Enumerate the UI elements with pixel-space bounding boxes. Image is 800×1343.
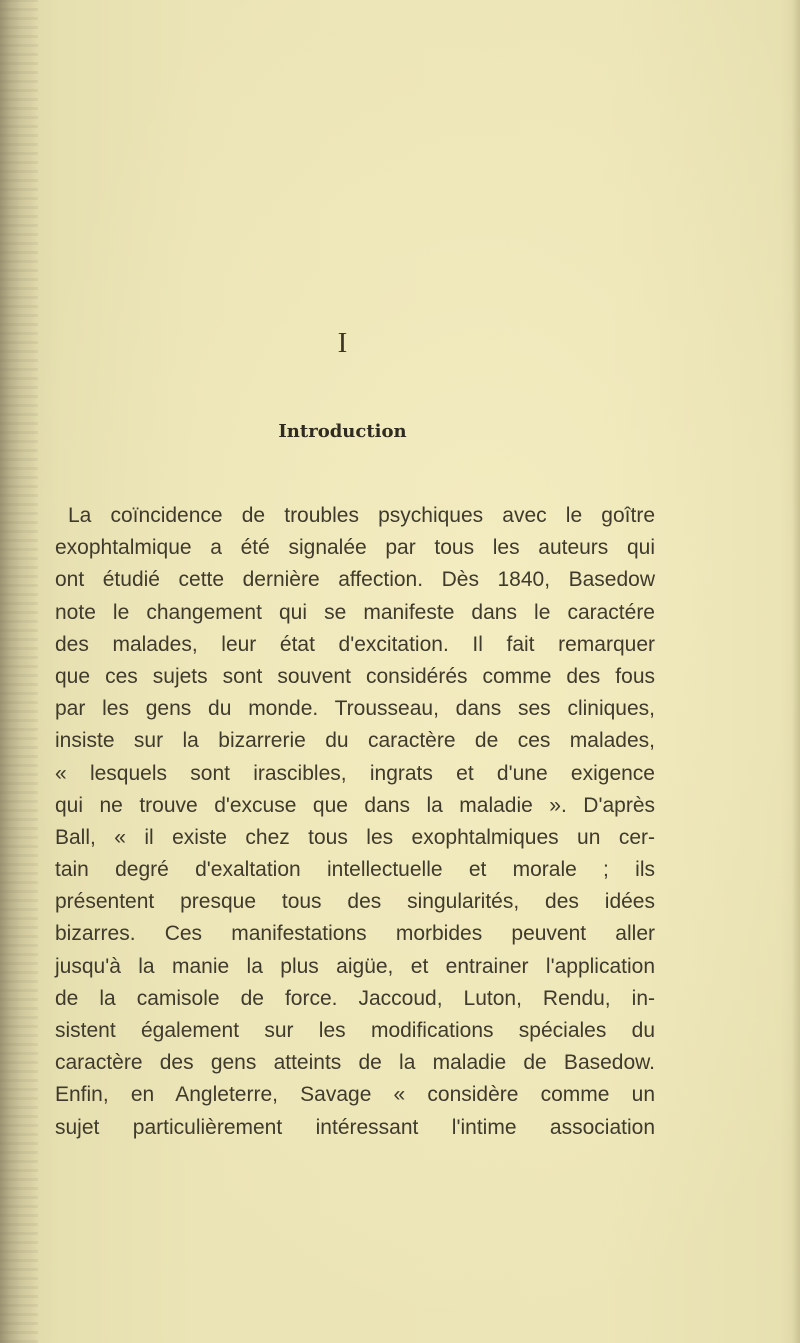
text-line: bizarres. Ces manifestations morbides peuvent aller [55, 922, 655, 946]
text-line: caractère des gens atteints de la maladie de Basedow. [55, 1051, 655, 1075]
text-line: Ball, « il existe chez tous les exophtalmiques un cer- [55, 825, 655, 849]
text-line: Enfin, en Angleterre, Savage « considère comme un [55, 1083, 655, 1107]
text-line: jusqu'à la manie la plus aigüe, et entrainer l'application [55, 954, 655, 978]
text-line: « lesquels sont irascibles, ingrats et d'une exigence [55, 761, 655, 785]
body-paragraph [55, 500, 655, 1144]
text-line: sujet particulièrement intéressant l'intime association [55, 1115, 655, 1139]
text-line: exophtalmique a été signalée par tous les auteurs qui [55, 536, 655, 560]
text-line: de la camisole de force. Jaccoud, Luton, Rendu, in- [55, 986, 655, 1010]
text-line: note le changement qui se manifeste dans le caractére [55, 600, 655, 624]
chapter-title: Introduction [278, 421, 407, 442]
text-line: insiste sur la bizarrerie du caractère de ces malades, [55, 729, 655, 753]
text-line: qui ne trouve d'excuse que dans la maladie ». D'après [55, 793, 655, 817]
text-line: que ces sujets sont souvent considérés comme des fous [55, 664, 655, 688]
page-right-edge [792, 0, 800, 1343]
text-line: ont étudié cette dernière affection. Dès 1840, Basedow [55, 568, 655, 592]
text-line: tain degré d'exaltation intellectuelle et morale ; ils [55, 858, 655, 882]
page-binding-edge [0, 0, 38, 1343]
text-line: des malades, leur état d'excitation. Il fait remarquer [55, 632, 655, 656]
chapter-number: I [337, 327, 348, 359]
text-line: par les gens du monde. Trousseau, dans ses cliniques, [55, 697, 655, 721]
text-line: sistent également sur les modifications spéciales du [55, 1019, 655, 1042]
text-line: présentent presque tous des singularités, des idées [55, 890, 655, 914]
text-line: La coïncidence de troubles psychiques avec le goître [68, 504, 655, 527]
